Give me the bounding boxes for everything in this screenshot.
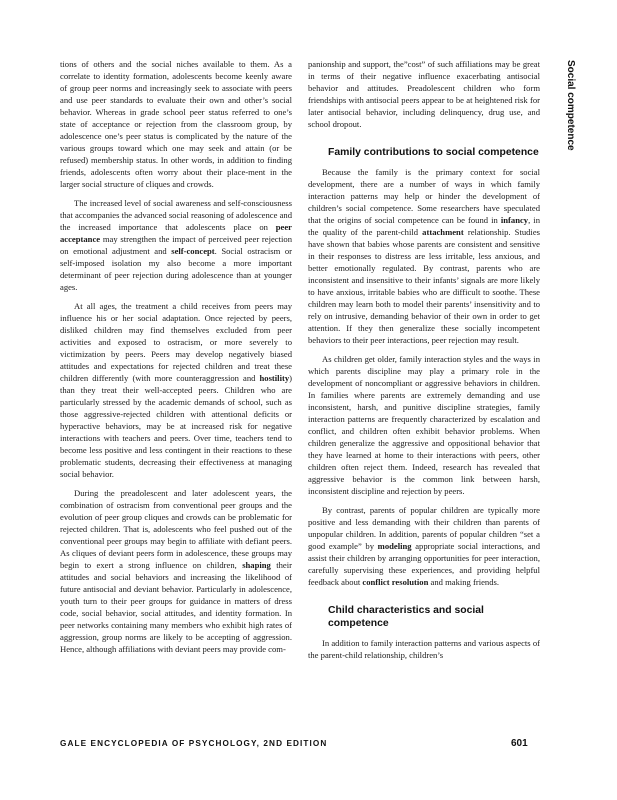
body-paragraph: tions of others and the social niches available to them. As a correlate to identity formation, adolescents become keenly aware of group peer norms and increasingly seek to associate with peers and use peer standards to evaluate their own and other’s social behavior. Whereas in grade school peer status referred to one’s state of acceptance or rejection from the classroom group, by adolescence one’s peer status is complicated by the nature of the various groups toward which one may seek and attain (or be refused) membership status. In other words, in addition to finding friends, adolescents often worry about their place-ment in the larger social structure of cliques and crowds. [60, 59, 292, 189]
left-column [60, 58, 292, 662]
body-paragraph: By contrast, parents of popular children are typically more positive and less demanding with their children than parents of unpopular children. In addition, parents of popular children “set a good example” by modeling appropriate social interactions, and assist their children by arranging opportunities for peer interaction, carefully supervising these experiences, and providing helpful feedback about conflict resolution and making friends. [308, 505, 541, 587]
body-paragraph: During the preadolescent and later adolescent years, the combination of ostracism from conventional peer groups and the evolution of peer group cliques and crowds can be problematic for rejected children. That is, adolescents who feel pushed out of the conventional peer groups may begin to affiliate with defiant peers. As cliques of deviant peers form in adolescence, these groups may begin to exert a strong influence on children, shaping their attitudes and social behaviors and increasing the likelihood of future antisocial and deviant behavior. Particularly in adolescence, youth turn to their peer groups for guidance in matters of dress code, social behavior, social attitudes, and identity formation. In peer networks containing many members who exhibit high rates of aggression, group norms are likely to be accepting of aggression. Hence, although affiliations with deviant peers may provide com- [60, 488, 292, 654]
section-heading: Child characteristics and social competence [328, 605, 484, 629]
page-number: 601 [511, 738, 528, 749]
body-paragraph: In addition to family interaction patterns and various aspects of the parent-child relationship, children’s [308, 638, 540, 660]
body-paragraph: As children get older, family interaction styles and the ways in which parents discipline may play a primary role in the development of noncompliant or aggressive behaviors in children. In families where parents are extremely demanding and use inconsistent, harsh, and punitive discipline strategies, family interaction patterns are frequently characterized by escalation and conflict, and children often exhibit behavior problems. When children generalize the aggressive and oppositional behavior that they have learned at home to their interactions with peers, other children often reject them. Indeed, research has revealed that aggressive behavior is the common link between harsh, inconsistent discipline and rejection by peers. [308, 354, 540, 496]
body-paragraph: At all ages, the treatment a child receives from peers may influence his or her social adaptation. Once rejected by peers, disliked children may find themselves excluded from peer activities and exposed to ostracism, or more severely to victimization by peers. Peers may develop negatively biased attitudes and expectations for rejected children and treat these children differently (with more counteraggression and hostility) than they treat their well-accepted peers. Children who are particularly stressed by the academic demands of school, such as those aggressive-rejected children with attentional deficits or hyperactive behaviors, may be at increased risk for negative interactions with teachers and peers. Over time, teachers tend to become less positive and less contingent in their reactions to these problematic students, decreasing their effectiveness at managing social behavior. [60, 301, 292, 479]
running-head: Social competence [565, 60, 576, 151]
footer-publication-title: GALE ENCYCLOPEDIA OF PSYCHOLOGY, 2ND EDITION [60, 739, 328, 748]
section-heading: Family contributions to social competence [328, 147, 539, 158]
body-paragraph: Because the family is the primary context for social development, there are a number of ways in which family interaction patterns may help or hinder the development of children’s social competence. Some researchers have speculated that the origins of social competence can be found in infancy, in the quality of the parent-child attachment relationship. Studies have shown that babies whose parents are consistent and sensitive in their responses to distress are less irritable, less anxious, and better emotionally regulated. By contrast, parents who are inconsistent and insensitive to their infants’ signals are more likely to have anxious, irritable babies who are difficult to soothe. These children may learn both to model their parents’ insensitivity and to rely on intrusive, demanding behavior of their own in order to get attention. If they then generalize these socially incompetent behaviors to their peer interactions, peer rejection may result. [308, 167, 540, 345]
right-column [308, 58, 540, 668]
body-paragraph: panionship and support, the”cost” of such affiliations may be great in terms of their negative influence exacerbating antisocial behavior and attitudes. Preadolescent children who form friendships with antisocial peers appear to be at heightened risk for later antisocial behavior, including delinquency, drug use, and school dropout. [308, 59, 540, 129]
body-paragraph: The increased level of social awareness and self-consciousness that accompanies the advanced social reasoning of adolescence and the increased importance that adolescents place on peer acceptance may strengthen the impact of perceived peer rejection on emotional adjustment and self-concept. Social ostracism or self-imposed isolation my also become a more important determinant of peer rejection during adolescence than at younger ages. [60, 198, 292, 292]
